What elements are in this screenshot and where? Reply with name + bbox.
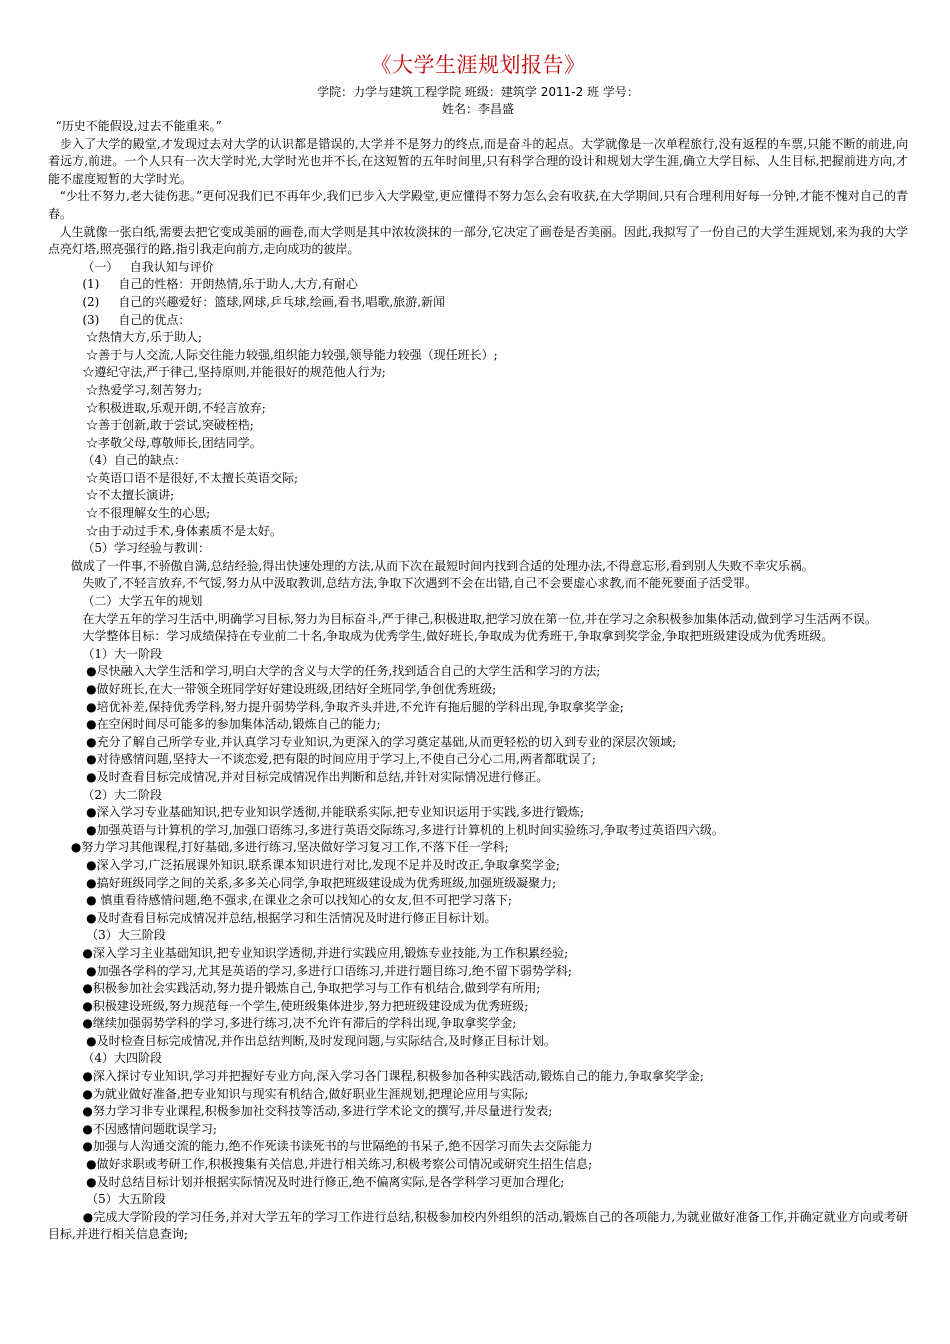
paragraph: ☆不太擅长演讲; xyxy=(48,488,175,503)
paragraph: ●积极建设班级,努力规范每一个学生,使班级集体进步,努力把班级建设成为优秀班级; xyxy=(48,998,529,1013)
document-page xyxy=(48,50,908,1244)
paragraph: (2) 自己的兴趣爱好：篮球,网球,乒乓球,绘画,看书,唱歌,旅游,新闻 xyxy=(48,294,446,309)
paragraph: ●做好班长,在大一带领全班同学好好建设班级,团结好全班同学,争创优秀班级; xyxy=(48,682,497,696)
paragraph: ●培优补差,保持优秀学科,努力提升弱势学科,争取齐头并进,不允许有拖后腿的学科出现,争取拿奖学金; xyxy=(48,699,624,714)
paragraph: ●积极参加社会实践活动,努力提升锻炼自己,争取把学习与工作有机结合,做到学有所用; xyxy=(48,981,541,996)
paragraph: ●为就业做好准备,把专业知识与现实有机结合,做好职业生涯规划,把理论应用与实际; xyxy=(48,1086,529,1101)
paragraph: “历史不能假设,过去不能重来。” xyxy=(48,119,222,133)
paragraph: ●及时查看目标完成情况,并对目标完成情况作出判断和总结,并针对实际情况进行修正。 xyxy=(48,769,549,784)
paragraph: ●努力学习非专业课程,积极参加社交科技等活动,多进行学术论文的撰写,并尽量进行发表; xyxy=(48,1104,553,1119)
paragraph: ●继续加强弱势学科的学习,多进行练习,决不允许有滞后的学科出现,争取拿奖学金; xyxy=(48,1016,517,1031)
paragraph: ●在空闲时间尽可能多的参加集体活动,锻炼自己的能力; xyxy=(48,717,381,732)
document-body xyxy=(48,118,908,1244)
paragraph: ●做好求职或考研工作,积极搜集有关信息,并进行相关练习,积极考察公司情况或研究生招生信息; xyxy=(48,1157,593,1172)
paragraph: 人生就像一张白纸,需要去把它变成美丽的画卷,而大学则是其中浓妆淡抹的一部分,它决定了画卷是否美丽。因此,我拟写了一份自己的大学生涯规划,来为我的大学点亮灯塔,照亮强行的路,指引我走向前方,走向成功的彼岸。 xyxy=(48,224,908,257)
paragraph: （二）大学五年的规划 xyxy=(48,594,203,609)
paragraph: ☆不很理解女生的心思; xyxy=(48,506,211,521)
paragraph: 大学整体目标：学习成绩保持在专业前二十名,争取成为优秀学生,做好班长,争取成为优秀班干,争取拿到奖学金,争取把班级建设成为优秀班级。 xyxy=(48,629,834,644)
paragraph: （3）大三阶段 xyxy=(48,928,166,943)
paragraph: ●加强与人沟通交流的能力,绝不作死读书读死书的与世隔绝的书呆子,绝不因学习而失去交际能力 xyxy=(48,1139,593,1154)
paragraph: ● 慎重看待感情问题,绝不强求,在课业之余可以找知心的女友,但不可把学习落下; xyxy=(48,893,512,908)
paragraph: ●深入学习主业基础知识,把专业知识学透彻,并进行实践应用,锻炼专业技能,为工作积累经验; xyxy=(48,945,569,960)
paragraph: ☆善于创新,敢于尝试,突破桎梏; xyxy=(48,418,254,433)
paragraph: ●尽快融入大学生活和学习,明白大学的含义与大学的任务,找到适合自己的大学生活和学习的方法; xyxy=(48,664,601,679)
document-title: 《大学生涯规划报告》 xyxy=(370,53,586,77)
paragraph: ●深入学习专业基础知识,把专业知识学透彻,并能联系实际,把专业知识运用于实践,多进行锻炼; xyxy=(48,805,584,820)
paragraph: ☆热爱学习,刻苦努力; xyxy=(48,382,203,397)
paragraph: （5）大五阶段 xyxy=(48,1192,166,1207)
paragraph: ●及时检查目标完成情况,并作出总结判断,及时发现问题,与实际结合,及时修正目标计划。 xyxy=(48,1033,556,1048)
paragraph: ●深入探讨专业知识,学习并把握好专业方向,深入学习各门课程,积极参加各种实践活动,锻炼自己的能力,争取拿奖学金; xyxy=(48,1069,704,1084)
paragraph: （4）自己的缺点： xyxy=(48,453,186,468)
paragraph: ●加强英语与计算机的学习,加强口语练习,多进行英语交际练习,多进行计算机的上机时间实验练习,争取考过英语四六级。 xyxy=(48,822,724,837)
paragraph: ☆善于与人交流,人际交往能力较强,组织能力较强,领导能力较强（现任班长）; xyxy=(48,347,498,362)
paragraph: ●加强各学科的学习,尤其是英语的学习,多进行口语练习,并进行题目练习,绝不留下弱势学科; xyxy=(48,963,572,978)
paragraph: ●及时总结目标计划并根据实际情况及时进行修正,绝不偏离实际,是各学科学习更加合理化; xyxy=(48,1174,565,1189)
paragraph: ●充分了解自己所学专业,并认真学习专业知识,为更深入的学习奠定基础,从而更轻松的切入到专业的深层次领域; xyxy=(48,734,677,749)
paragraph: 步入了大学的殿堂,才发现过去对大学的认识都是错误的,大学并不是努力的终点,而是奋斗的起点。大学就像是一次单程旅行,没有返程的车票,只能不断的前进,向着远方,前进。一个人只有一次大学时光,大学时光也并不长,在这短暂的五年时间里,只有科学合理的设计和规划大学生涯,确立大学目标、人生目标,把握前进方向,才能不虚度短暂的大学时光。 xyxy=(48,136,908,186)
paragraph: （1）大一阶段 xyxy=(48,646,162,661)
paragraph: ☆由于动过手术,身体素质不是太好。 xyxy=(48,523,282,538)
paragraph: ●完成大学阶段的学习任务,并对大学五年的学习工作进行总结,积极参加校内外组织的活动,锻炼自己的各项能力,为就业做好准备工作,并确定就业方向或考研目标,并进行相关信息查询; xyxy=(48,1209,908,1242)
paragraph: ☆英语口语不是很好,不太擅长英语交际; xyxy=(48,470,299,485)
paragraph: ☆积极进取,乐观开朗,不轻言放弃; xyxy=(48,400,266,415)
paragraph: （一） 自我认知与评价 xyxy=(48,259,214,274)
paragraph: 在大学五年的学习生活中,明确学习目标,努力为目标奋斗,严于律己,积极进取,把学习放在第一位,并在学习之余积极参加集体活动,做到学习生活两不误。 xyxy=(48,611,878,626)
paragraph: ☆遵纪守法,严于律己,坚持原则,并能很好的规范他人行为; xyxy=(48,365,386,380)
paragraph: ☆热情大方,乐于助人; xyxy=(48,330,203,345)
document-meta-line: 学院：力学与建筑工程学院 班级：建筑学 2011-2 班 学号： xyxy=(317,85,639,99)
paragraph: （4）大四阶段 xyxy=(48,1051,162,1066)
paragraph: 失败了,不轻言放弃,不气馁,努力从中汲取教训,总结方法,争取下次遇到不会在出错,自己不会要虚心求教,而不能死要面子活受罪。 xyxy=(48,576,758,591)
paragraph: ●对待感情问题,坚持大一不谈恋爱,把有限的时间应用于学习上,不使自己分心二用,两者都耽误了; xyxy=(48,752,596,767)
author-name-line: 姓名：李昌盛 xyxy=(441,102,514,116)
paragraph: （2）大二阶段 xyxy=(48,787,162,802)
paragraph: 做成了一件事,不骄傲自满,总结经验,得出快速处理的方法,从而下次在最短时间内找到合适的处理办法,不得意忘形,看到别人失败不幸灾乐祸。 xyxy=(48,558,814,573)
paragraph: (1) 自己的性格：开朗热情,乐于助人,大方,有耐心 xyxy=(48,277,358,292)
paragraph: ●深入学习,广泛拓展课外知识,联系课本知识进行对比,发现不足并及时改正,争取拿奖学金; xyxy=(48,857,560,872)
paragraph: ●努力学习其他课程,打好基础,多进行练习,坚决做好学习复习工作,不落下任一学科; xyxy=(48,840,509,855)
paragraph: （5）学习经验与教训： xyxy=(48,541,210,556)
paragraph: “少壮不努力,老大徒伤悲。”更何况我们已不再年少,我们已步入大学殿堂,更应懂得不努力怎么会有收获,在大学期间,只有合理利用好每一分钟,才能不愧对自己的青春。 xyxy=(48,189,908,221)
paragraph: ☆孝敬父母,尊敬师长,团结同学。 xyxy=(48,435,262,450)
paragraph: (3) 自己的优点： xyxy=(48,312,191,327)
paragraph: ●不因感情问题耽误学习; xyxy=(48,1121,217,1136)
paragraph: ●及时查看目标完成情况并总结,根据学习和生活情况及时进行修正目标计划。 xyxy=(48,910,497,925)
paragraph: ●搞好班级同学之间的关系,多多关心同学,争取把班级建设成为优秀班级,加强班级凝聚力; xyxy=(48,875,557,890)
